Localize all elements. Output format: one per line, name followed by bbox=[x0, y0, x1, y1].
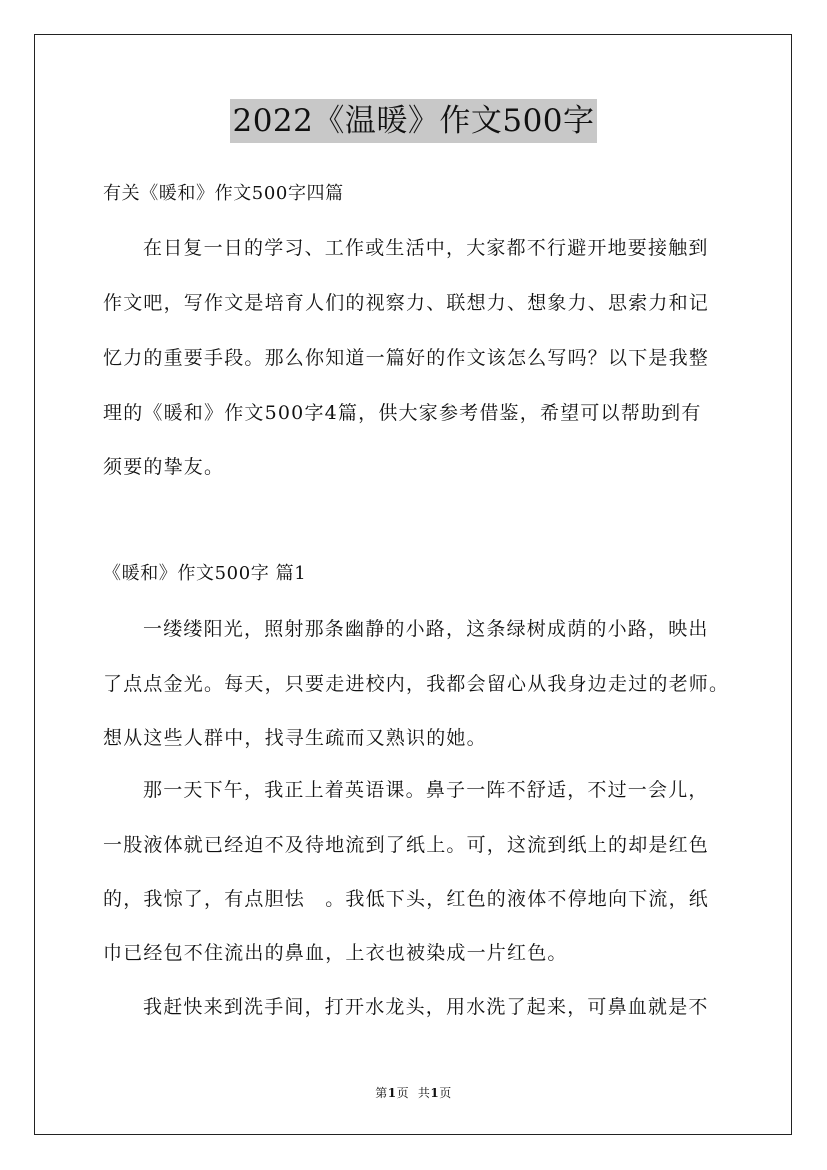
document-subtitle: 有关《暖和》作文500字四篇 bbox=[103, 183, 344, 204]
para3-line-1: 我赶快来到洗手间，打开水龙头，用水洗了起来，可鼻血就是不 bbox=[143, 996, 709, 1018]
para1-line-2: 了点点金光。每天，只要走进校内，我都会留心从我身边走过的老师。 bbox=[103, 673, 730, 695]
intro-line-3: 忆力的重要手段。那么你知道一篇好的作文该怎么写吗？以下是我整 bbox=[103, 347, 710, 369]
intro-line-2: 作文吧，写作文是培育人们的视察力、联想力、想象力、思索力和记 bbox=[103, 292, 710, 314]
para2-line-1: 那一天下午，我正上着英语课。鼻子一阵不舒适，不过一会儿， bbox=[143, 779, 709, 801]
intro-line-1: 在日复一日的学习、工作或生活中，大家都不行避开地要接触到 bbox=[143, 237, 709, 259]
para2-line-3: 的，我惊了，有点胆怯 。我低下头，红色的液体不停地向下流，纸 bbox=[103, 888, 710, 910]
footer-total-prefix: 共 bbox=[417, 1086, 431, 1100]
footer-page-suffix: 页 bbox=[396, 1086, 410, 1100]
page-footer bbox=[0, 1085, 827, 1101]
section-heading-1: 《暖和》作文500字 篇1 bbox=[103, 563, 307, 584]
para2-line-4: 巾已经包不住流出的鼻血，上衣也被染成一片红色。 bbox=[103, 942, 568, 964]
intro-line-4: 理的《暖和》作文500字4篇，供大家参考借鉴，希望可以帮助到有 bbox=[103, 402, 702, 424]
para1-line-1: 一缕缕阳光，照射那条幽静的小路，这条绿树成荫的小路，映出 bbox=[143, 618, 709, 640]
footer-total-number: 1 bbox=[430, 1086, 440, 1100]
title-container bbox=[0, 99, 827, 143]
footer-page-prefix: 第 bbox=[375, 1086, 388, 1100]
para2-line-2: 一股液体就已经迫不及待地流到了纸上。可，这流到纸上的却是红色 bbox=[103, 834, 710, 856]
footer-total-suffix: 页 bbox=[439, 1086, 452, 1100]
document-title: 2022《温暖》作文500字 bbox=[230, 99, 596, 143]
footer-page-number: 1 bbox=[387, 1086, 397, 1100]
intro-line-5: 须要的挚友。 bbox=[103, 456, 225, 478]
para1-line-3: 想从这些人群中，找寻生疏而又熟识的她。 bbox=[103, 727, 487, 749]
